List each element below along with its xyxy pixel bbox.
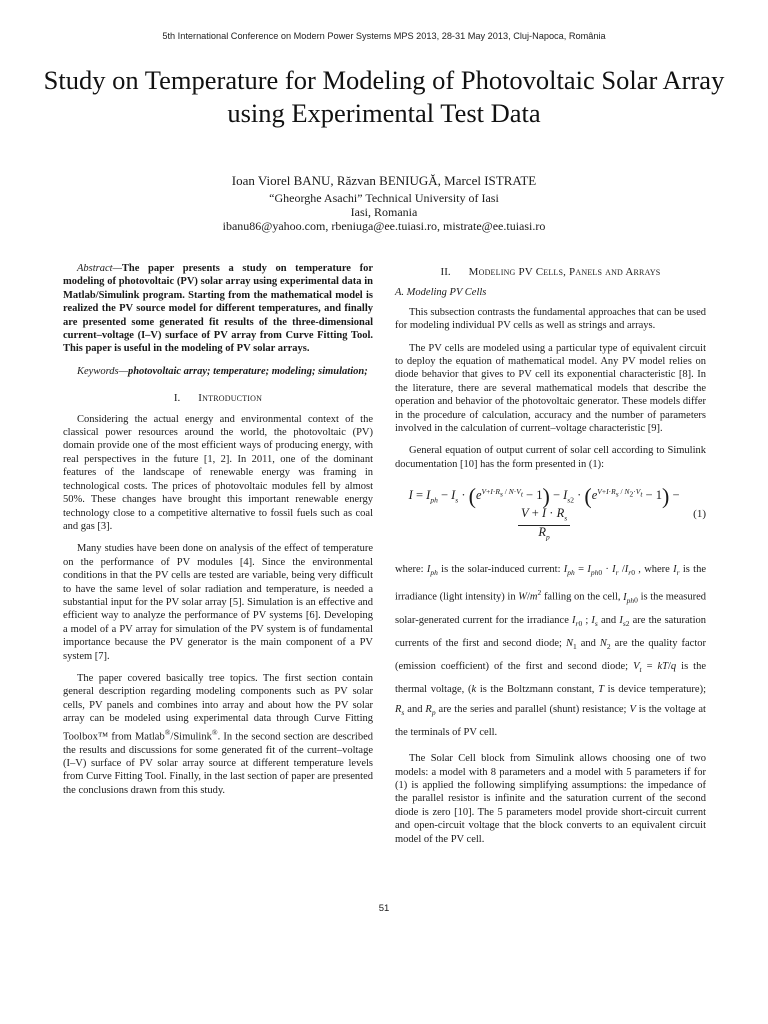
abstract-text: The paper presents a study on temperature for modeling of photovoltaic (PV) solar array using experimental data in Matlab/Simulink program. Starting from the mathematical model is realized the PV source model for different temperatures, and finally are presented some generated fit results of the three-dimensional current–voltage (I–V) surface of PV array from Curve Fitting Tool. This paper is useful in the modeling of PV solar arrays. xyxy=(63,263,373,355)
equation-fraction: $\frac{V + I \cdot R_s}{R_p}$ xyxy=(518,507,570,544)
abstract xyxy=(63,262,373,356)
section-title: Introduction xyxy=(198,392,263,405)
paragraph: Many studies have been done on analysis of the effect of temperature on the performance of PV modules [4]. Since the environmental conditions in that the PV cells are tested are variable, being very difficult to have the same level of solar radiation and temperature, is needed a substantial input for the PV solar array [5]. Simulation is an effective and efficient way to analyze the performance of PV systems [6]. Developing a model of a PV array for simulation of the PV system is of fundamental importance because the PV generator is the main component of a PV system [7]. xyxy=(63,543,373,662)
keywords xyxy=(63,365,373,378)
section-number: II. xyxy=(440,266,451,278)
author-location: Iasi, Romania xyxy=(350,205,418,219)
section-heading-modeling xyxy=(395,266,706,279)
author-affiliation: “Gheorghe Asachi” Technical University of Iasi xyxy=(269,191,499,205)
paragraph: Considering the actual energy and environmental context of the classical power resources around the world, the photovoltaic (PV) domain provide one of the most efficient ways of producing energy, with real perspectives in the future [1, 2]. In 2011, one of the dominant features of the landscape of renewable energy was framing in technological costs. The prices of photovoltaic modules fell by almost 50%. These changes have brought this important renewable energy technology close to a competitive alternative to fossil fuels such as coal and gas [3]. xyxy=(63,413,373,532)
section-heading-introduction xyxy=(63,392,373,405)
author-names: Ioan Viorel BANU, Răzvan BENIUGĂ, Marcel ISTRATE xyxy=(231,173,537,188)
equation-formula: $I = I_{ph} - I_s \cdot (e^{V+I\cdot R_s / N\cdot V_t} - 1) - I_{s2} \cdot (e^{V+I\cdot R_s / N_2\cdot V_t} - 1)$ − $\frac{V + I \cdot R_s}{R_p}$ xyxy=(395,485,693,544)
paragraph: The paper covered basically tree topics. The first section contain general description regarding modeling components such as PV solar cells, PV panels and combines into array and about how the PV solar array can be modeled using experimental data through Curve Fitting Toolbox™ from Matlab®/Simulink®. In the second section are described the results and discussions for some generated fit of the current–voltage (I–V) surface of PV solar array source at different temperature levels from Curve Fitting Tool. Finally, in the last section of paper are presented the conclusions drawn from this study. xyxy=(63,672,373,796)
subsection-heading: A. Modeling PV Cells xyxy=(395,287,487,299)
paragraph: The Solar Cell block from Simulink allows choosing one of two models: a model with 8 parameters and a model with 5 parameters if for (1) is applied the following simplifying assumptions: the impedance of the parallel resistor is infinite and the saturation current of the second diode is zero [10]. The 5 parameters model provide short-circuit current and open-circuit voltage that the block converts to an equivalent circuit model of the PV cell. xyxy=(395,753,706,845)
page-number: 51 xyxy=(378,903,390,914)
equation-definitions: where: $I_{ph}$ is the solar-induced current: $I_{ph} = I_{ph0} \cdot I_r$ $/I_{r0}$ , where $I_r$ is the irradiance (light intensity) in $W/m^2$ falling on the cell, $I_{ph0}$ is the measured solar-generated current for the irradiance $I_{r0}$ ; $I_s$ and $I_{s2}$ are the saturation currents of the first and second diode; $N_1$ and $N_2$ are the quality factor (emission coefficient) of the first and second diode; $V_t = kT/q$ is the thermal voltage, (k is the Boltzmann constant, T is device temperature); $R_s$ and $R_p$ are the series and parallel (shunt) resistance; V is the voltage at the terminals of PV cell. xyxy=(395,564,706,739)
paper-title: Study on Temperature for Modeling of Photovoltaic Solar Array using Experimental Test Data xyxy=(43,65,725,128)
equation-1 xyxy=(395,485,706,544)
right-column xyxy=(395,262,706,855)
paragraph: This subsection contrasts the fundamental approaches that can be used for modeling individual PV cells as well as strings and arrays. xyxy=(395,306,706,332)
equation-number: (1) xyxy=(693,508,706,521)
abstract-lead: Abstract— xyxy=(77,263,122,274)
author-emails: ibanu86@yahoo.com, rbeniuga@ee.tuiasi.ro, mistrate@ee.tuiasi.ro xyxy=(222,219,546,233)
conference-header: 5th International Conference on Modern Power Systems MPS 2013, 28-31 May 2013, Cluj-Napoca, România xyxy=(162,31,606,41)
keywords-text: photovoltaic array; temperature; modeling; simulation; xyxy=(127,365,368,377)
left-column xyxy=(63,262,373,806)
section-title: Modeling PV Cells, Panels and Arrays xyxy=(468,266,661,278)
paragraph: The PV cells are modeled using a particular type of equivalent circuit to deploy the equation of mathematical model. Any PV model relies on diode behavior that gives to PV cell its exponential characteristic [8]. In the literature, there are several mathematical models that describe the operation and behavior of the photovoltaic generator. These models differ in the procedure of calculation, accuracy and the number of parameters involved in the calculation of current–voltage characteristic [9]. xyxy=(395,342,706,435)
author-block xyxy=(0,174,768,233)
section-number: I. xyxy=(173,392,181,405)
keywords-lead: Keywords— xyxy=(77,365,128,377)
paragraph: General equation of output current of solar cell according to Simulink documentation [10] has the form presented in (1): xyxy=(395,445,706,470)
